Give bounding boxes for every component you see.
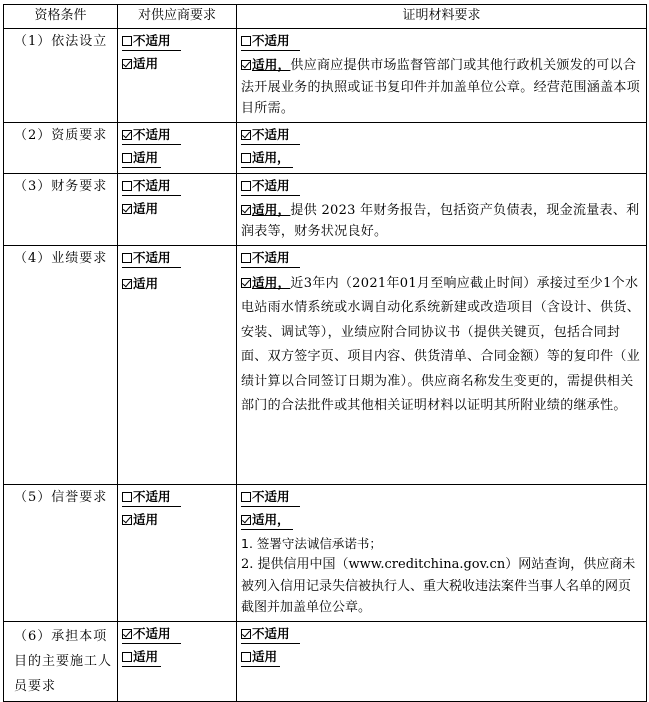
header-qualification: 资格条件 [4, 5, 118, 29]
evidence-cell [237, 173, 647, 245]
checkbox-empty-icon[interactable] [122, 181, 132, 191]
table-row [4, 173, 647, 245]
evidence-not-applicable[interactable]: 不适用 [241, 125, 300, 145]
evidence-cell [237, 29, 647, 123]
table-row [4, 245, 647, 484]
evidence-not-applicable[interactable]: 不适用 [241, 31, 300, 51]
row-label: （3）财务要求 [4, 173, 118, 245]
option-applicable[interactable]: 适用 [122, 148, 161, 168]
supplier-options [118, 122, 237, 173]
table-row [4, 621, 647, 701]
table-header-row [4, 5, 647, 29]
option-not-applicable[interactable]: 不适用 [122, 176, 181, 196]
checkbox-checked-icon[interactable] [122, 204, 132, 214]
supplier-options [118, 484, 237, 621]
evidence-paragraph: 适用，近3年内（2021年01月至响应截止时间）承接过至少1个水电站雨水情系统或水调自动化系统新建或改造项目（含设计、供货、安装、调试等），业绩应附合同协议书（提供关键页，包括合同封面、双方签字页、项目内容、供货清单、合同金额）等的复印件（业绩计算以合同签订日期为准）。供应商名称发生变更的，需提供相关部门的合法批件或其他相关证明材料以证明其所附业绩的继承性。 [241, 274, 641, 413]
row-label: （5）信誉要求 [4, 484, 118, 621]
checkbox-checked-icon[interactable] [241, 130, 251, 140]
option-applicable[interactable]: 适用 [122, 274, 168, 293]
option-not-applicable[interactable]: 不适用 [122, 125, 181, 145]
checkbox-checked-icon[interactable] [122, 59, 132, 69]
option-applicable[interactable]: 适用 [122, 647, 161, 667]
option-applicable[interactable]: 适用 [122, 510, 168, 529]
checkbox-empty-icon[interactable] [122, 36, 132, 46]
checkbox-empty-icon[interactable] [241, 253, 251, 263]
checkbox-checked-icon[interactable] [241, 205, 251, 215]
table-row [4, 29, 647, 123]
checkbox-empty-icon[interactable] [241, 36, 251, 46]
checkbox-checked-icon[interactable] [122, 629, 132, 639]
checkbox-empty-icon[interactable] [122, 253, 132, 263]
evidence-applicable[interactable]: 适用， [241, 510, 293, 530]
checkbox-empty-icon[interactable] [241, 153, 251, 163]
header-supplier-requirement: 对供应商要求 [118, 5, 237, 29]
checkbox-empty-icon[interactable] [122, 153, 132, 163]
evidence-item-1: 1. 签署守法诚信承诺书； [241, 535, 382, 551]
evidence-not-applicable[interactable]: 不适用 [241, 248, 300, 268]
row-label: （4）业绩要求 [4, 245, 118, 484]
option-not-applicable[interactable]: 不适用 [122, 248, 181, 268]
row-label: （6）承担本项目的主要施工人员要求 [4, 621, 118, 701]
option-not-applicable[interactable]: 不适用 [122, 624, 181, 644]
checkbox-checked-icon[interactable] [241, 60, 251, 70]
row-label: （1）依法设立 [4, 29, 118, 123]
option-not-applicable[interactable]: 不适用 [122, 487, 181, 507]
checkbox-checked-icon[interactable] [241, 629, 251, 639]
checkbox-checked-icon[interactable] [122, 515, 132, 525]
checkbox-empty-icon[interactable] [241, 652, 251, 662]
supplier-options [118, 245, 237, 484]
evidence-cell [237, 122, 647, 173]
evidence-cell [237, 484, 647, 621]
row-label: （2）资质要求 [4, 122, 118, 173]
checkbox-empty-icon[interactable] [122, 652, 132, 662]
supplier-options [118, 173, 237, 245]
evidence-paragraph: 适用，供应商应提供市场监督管部门或其他行政机关颁发的可以合法开展业务的执照或证书复印件并加盖单位公章。经营范围涵盖本项目所需。 [241, 57, 641, 116]
evidence-paragraph: 适用，提供 2023 年财务报告，包括资产负债表，现金流量表、利润表等，财务状况良好。 [241, 201, 640, 239]
evidence-applicable[interactable]: 适用， [241, 148, 293, 168]
qualification-table [3, 4, 647, 702]
header-evidence-requirement: 证明材料要求 [237, 5, 647, 29]
checkbox-checked-icon[interactable] [122, 130, 132, 140]
option-applicable[interactable]: 适用 [122, 199, 168, 218]
table-row [4, 122, 647, 173]
evidence-not-applicable[interactable]: 不适用 [241, 487, 300, 507]
option-applicable[interactable]: 适用 [122, 54, 168, 73]
evidence-not-applicable[interactable]: 不适用 [241, 624, 300, 644]
evidence-not-applicable[interactable]: 不适用 [241, 176, 300, 196]
checkbox-empty-icon[interactable] [241, 181, 251, 191]
checkbox-checked-icon[interactable] [241, 278, 251, 288]
evidence-applicable[interactable]: 适用 [241, 647, 280, 667]
checkbox-checked-icon[interactable] [122, 279, 132, 289]
checkbox-empty-icon[interactable] [122, 492, 132, 502]
supplier-options [118, 621, 237, 701]
checkbox-checked-icon[interactable] [241, 515, 251, 525]
evidence-item-2: 2. 提供信用中国（www.creditchina.gov.cn）网站查询，供应商未被列入信用记录失信被执行人、重大税收违法案件当事人名单的网页截图并加盖单位公章。 [241, 557, 636, 615]
supplier-options [118, 29, 237, 123]
evidence-cell [237, 621, 647, 701]
option-not-applicable[interactable]: 不适用 [122, 31, 181, 51]
evidence-cell [237, 245, 647, 484]
table-row [4, 484, 647, 621]
checkbox-empty-icon[interactable] [241, 492, 251, 502]
